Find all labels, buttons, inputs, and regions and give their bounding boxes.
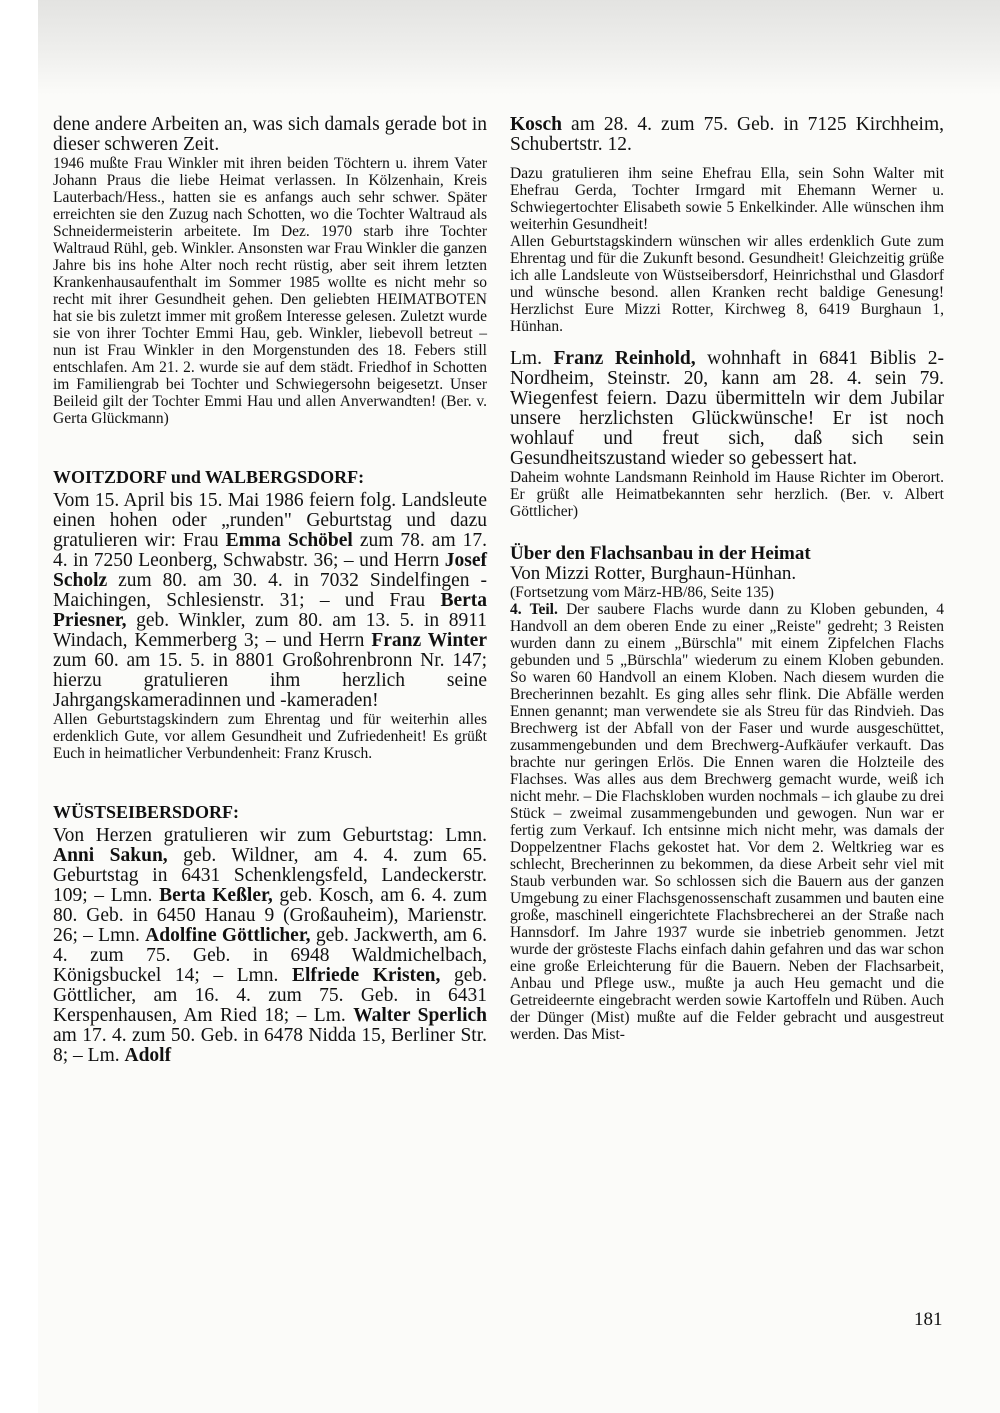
article-body: 4. Teil. Der saubere Flachs wurde dann zu Kloben gebunden, 4 Handvoll an dem oberen Ende zu einer „Reiste" gedreht; 3 Reisten wurden dann zu einem „Bürschla" mit einem Zipfelchen Flachs gebunden und 5 „Bürschla" wiederum zu einem Kloben gebunden. So waren 60 Handvoll an einem Kloben. Nach diesem wurden die Brecherinnen bezahlt. Es ging alles sehr flink. Die Abfälle werden Ennen genannt; man verwendete sie als Streu für das Rindvieh. Das Brechwerg ist der Abfall von der Faser und wurde ausgeschüttet, zusammengebunden und dem Brechwerg-Aufkäufer verkauft. Das brachte nur geringen Erlös. Die Ennen waren die Holzteile des Flachses. Was alles aus dem Brechwerg gemacht wurde, weiß ich nicht mehr. – Die Flachskloben wurden nochmals – ich glaube zu drei Stück – zweimal zusammengebunden und gewogen. Nun war er fertig zum Verkauf. Ich entsinne mich nicht mehr, was damals der Doppelzentner Flachs gekostet hat. Vor dem 2. Weltkrieg war es schlecht, Brecherinnen zu bekommen, da diese Arbeit sehr viel mit Staub verbunden war. So schlossen sich die Bauern aus der ganzen Umgebung zu einer Flachsgenossenschaft zusammen und bauten eine große, maschinell eingerichtete Flachsbrecherei an der Straße nach Hannsdorf. Im Jahre 1937 wurde sie inbetrieb genommen. Jetzt wurde der grösteste Flachs einfach dahin gefahren und das war schon eine große Erleichterung für die Bauern. Neben der Flachsarbeit, Anbau und Pflege usw., mußte ja auch Heu gemacht und die Getreideernte eingebracht werden sowie Kartoffeln und Rüben. Auch der Dünger (Mist) mußte auf die Felder gebracht und ausgestreut werden. Das Mist- [510, 601, 944, 1043]
reinhold-note: Daheim wohnte Landsmann Reinhold im Hause Richter im Oberort. Er grüßt alle Heimatbekannten sehr herzlich. (Ber. v. Albert Göttlicher) [510, 469, 944, 520]
right-column [510, 115, 944, 1043]
article-byline: Von Mizzi Rotter, Burghaun-Hünhan. [510, 563, 797, 584]
woitzdorf-paragraph: Vom 15. April bis 15. Mai 1986 feiern folg. Landsleute einen hohen oder „runden" Geburtstag und dazu gratulieren wir: Frau Emma Schöbel zum 78. am 17. 4. in 7250 Leonberg, Schwabstr. 36; – und Herrn Josef Scholz zum 80. am 30. 4. in 7032 Sindelfingen -Maichingen, Schlesienstr. 31; – und Frau Berta Priesner, geb. Winkler, zum 80. am 13. 5. in 8911 Windach, Kemmerberg 3; – und Herrn Franz Winter zum 60. am 15. 5. in 8801 Großohrenbronn Nr. 147; hierzu gratulieren ihm herzlich seine Jahrgangskameradinnen und -kameraden! [53, 490, 487, 711]
person-name: Franz Winter [371, 630, 487, 651]
obituary-paragraph: 1946 mußte Frau Winkler mit ihren beiden Töchtern u. ihrem Vater Johann Praus die liebe Heimat verlassen. In Kölzenhain, Kreis Lauterbach/Hess., hatten sie es anfangs auch sehr schwer. Später erreichten sie den Zuzug nach Schotten, wo die Tochter Waltraud als Schneidermeisterin arbeitete. Im Dez. 1970 starb ihre Tochter Waltraud Rühl, geb. Winkler. Ansonsten war Frau Winkler die ganzen Jahre bis ins hohe Alter noch recht rüstig, aber seit ihrem letzten Krankenhausaufenthalt im Sommer 1985 wollte es nicht mehr so recht mit ihrer Gesundheit gehen. Den geliebten HEIMATBOTEN hat sie bis zuletzt immer mit großem Interesse gelesen. Zuletzt wurde sie von ihrer Tochter Emmi Hau, geb. Winkler, liebevoll betreut – nun ist Frau Winkler in den Morgenstunden des 18. Febers still entschlafen. Am 21. 2. wurde sie auf dem städt. Friedhof in Schotten im Familiengrab bei Tochter und Schwiegersohn beigesetzt. Unser Beileid gilt der Tochter Emmi Hau und allen Anverwandten! (Ber. v. Gerta Glückmann) [53, 155, 487, 427]
person-name: Adolfine Göttlicher, [145, 925, 311, 946]
person-name: Kosch [510, 114, 563, 135]
article-continuation-note: (Fortsetzung vom März-HB/86, Seite 135) [510, 584, 774, 601]
page-number: 181 [914, 1309, 943, 1330]
kosch-paragraph: Kosch am 28. 4. zum 75. Geb. in 7125 Kirchheim, Schubertstr. 12. [510, 114, 944, 155]
continued-paragraph: dene andere Arbeiten an, was sich damals gerade bot in dieser schweren Zeit. [53, 114, 487, 155]
person-name: Elfriede Kristen, [291, 965, 441, 986]
article-part-label: 4. Teil. [510, 601, 558, 618]
scan-shadow-top [0, 0, 1000, 95]
section-heading-wuestseibersdorf: WÜSTSEIBERSDORF: [53, 802, 240, 822]
birthday-greeting: Allen Geburtstagskindern wünschen wir alles erdenklich Gute zum Ehrentag und für die Zukunft besond. Gesundheit! Gleichzeitig grüße ich alle Landsleute von Wüstseibersdorf, Heinrichsthal und Glasdorf und wünsche besond. allen Kranken recht baldige Genesung! Herzlichst Eure Mizzi Rotter, Kirchweg 8, 6419 Burghaun 1, Hünhan. [510, 233, 944, 335]
person-name: Josef Scholz [53, 550, 487, 591]
family-greeting: Dazu gratulieren ihm seine Ehefrau Ella, sein Sohn Walter mit Ehefrau Gerda, Tochter Irmgard mit Ehemann Werner u. Schwiegertochter Elisabeth sowie 5 Enkelkinder. Alle wünschen ihm weiterhin Gesundheit! [510, 165, 944, 233]
woitzdorf-greeting: Allen Geburtstagskindern zum Ehrentag und für weiterhin alles erdenklich Gute, vor allem Gesundheit und Zufriedenheit! Es grüßt Euch in heimatlicher Verbundenheit: Franz Krusch. [53, 711, 487, 762]
person-name: Anni Sakun, [53, 845, 168, 866]
person-name: Franz Reinhold, [553, 348, 696, 369]
person-name: Adolf [124, 1045, 172, 1066]
person-name: Berta Priesner, [53, 590, 487, 631]
scan-margin-left [0, 0, 38, 1413]
left-column [53, 115, 487, 1066]
section-heading-woitzdorf: WOITZDORF und WALBERGSDORF: [53, 467, 365, 487]
wuestseibersdorf-paragraph: Von Herzen gratulieren wir zum Geburtstag: Lmn. Anni Sakun, geb. Wildner, am 4. 4. zum 65. Geburtstag in 6431 Schenklengsfeld, Landeckerstr. 109; – Lmn. Berta Keßler, geb. Kosch, am 6. 4. zum 80. Geb. in 6450 Hanau 9 (Großauheim), Marienstr. 26; – Lmn. Adolfine Göttlicher, geb. Jackwerth, am 6. 4. zum 75. Geb. in 6948 Waldmichelbach, Königsbuckel 14; – Lmn. Elfriede Kristen, geb. Göttlicher, am 16. 4. zum 75. Geb. in 6431 Kerspenhausen, Am Ried 18; – Lm. Walter Sperlich am 17. 4. zum 50. Geb. in 6478 Nidda 15, Berliner Str. 8; – Lm. Adolf [53, 825, 488, 1066]
reinhold-paragraph: Lm. Franz Reinhold, wohnhaft in 6841 Biblis 2-Nordheim, Steinstr. 20, kann am 28. 4. sein 79. Wiegenfest feiern. Dazu übermitteln wir dem Jubilar unsere herzlichsten Glückwünsche! Er ist noch wohlauf und freut sich, daß sich sein Gesundheitszustand wieder so gebessert hat. [510, 348, 944, 469]
article-title: Über den Flachsanbau in der Heimat [510, 543, 811, 564]
person-name: Walter Sperlich [353, 1005, 487, 1026]
person-name: Berta Keßler, [159, 885, 273, 906]
person-name: Emma Schöbel [225, 530, 353, 551]
